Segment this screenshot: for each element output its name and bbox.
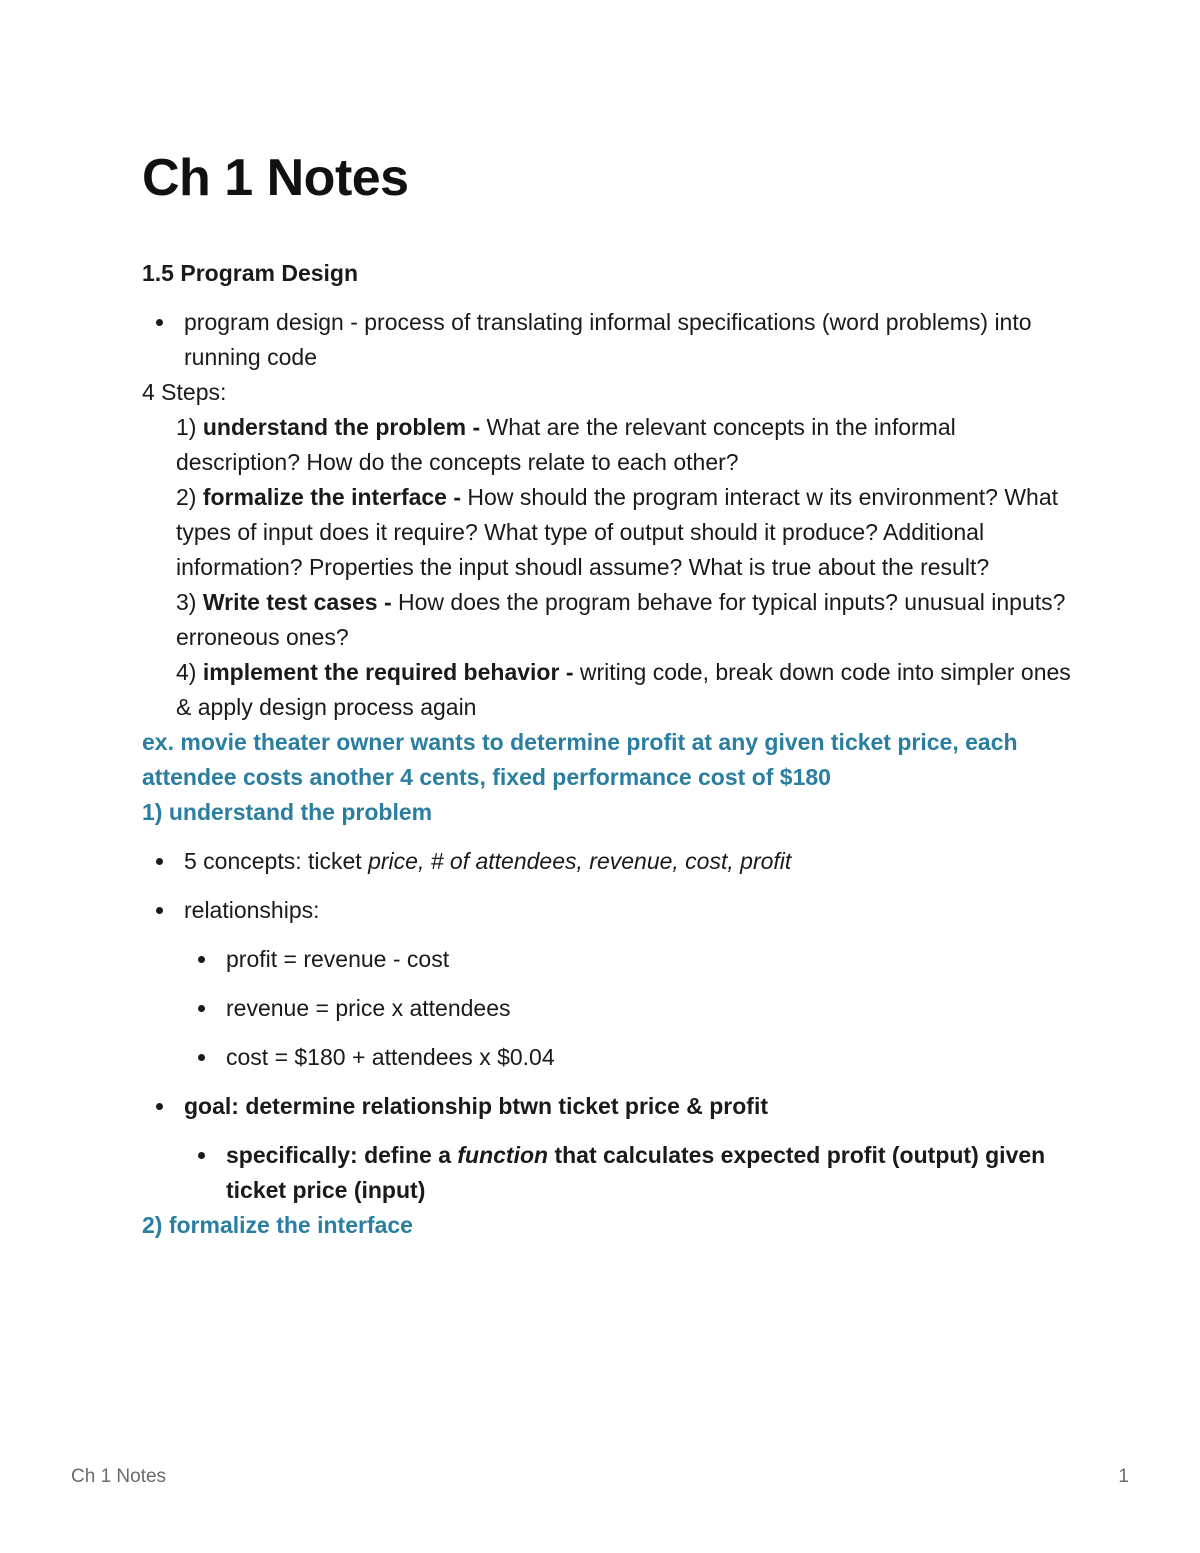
step-4 (142, 655, 1072, 725)
document-body (142, 256, 1072, 1243)
example-text: ex. movie theater owner wants to determine profit at any given ticket price, each attendee costs another 4 cents, fixed performance cost of $180 (142, 729, 1018, 790)
bullet-icon (156, 858, 163, 865)
list-item (142, 305, 1072, 375)
example-step2-heading: 2) formalize the interface (142, 1212, 413, 1238)
list-item (142, 844, 1072, 879)
specifically-prefix: specifically: define a (226, 1142, 451, 1168)
footer-title: Ch 1 Notes (71, 1466, 167, 1487)
intro-list (142, 305, 1072, 375)
list-item (184, 1138, 1072, 1208)
concepts-list (142, 844, 1072, 928)
step-text: How should the program interact w its environment? What types of input does it require? What type of output should it produce? Additional information? Properties the input shoudl assume? What is true about the result? (176, 484, 1059, 580)
page-number: 1 (1118, 1466, 1129, 1487)
bullet-icon (198, 956, 205, 963)
step-text: writing code, break down code into simpler ones & apply design process again (176, 659, 1071, 720)
specifically-italic: function (457, 1142, 549, 1168)
bullet-icon (156, 907, 163, 914)
goal-text: goal: determine relationship btwn ticket price & profit (184, 1093, 769, 1119)
step-text: How does the program behave for typical inputs? unusual inputs? erroneous ones? (176, 589, 1066, 650)
relationships-list (184, 942, 1072, 1075)
example-step1-heading: 1) understand the problem (142, 799, 433, 825)
relationship-text: cost = $180 + attendees x $0.04 (226, 1044, 555, 1070)
list-item (184, 1040, 1072, 1075)
specifically-list (184, 1138, 1072, 1208)
steps-label: 4 Steps: (142, 379, 227, 405)
step-number: 3) (176, 589, 197, 615)
step-1 (142, 410, 1072, 480)
step-number: 1) (176, 414, 197, 440)
step-number: 4) (176, 659, 197, 685)
step-text: What are the relevant concepts in the informal description? How do the concepts relate to each other? (176, 414, 956, 475)
concepts-prefix: 5 concepts: ticket (184, 848, 362, 874)
intro-bullet-text: program design - process of translating informal specifications (word problems) into running code (184, 309, 1032, 370)
page-title: Ch 1 Notes (142, 149, 409, 207)
step-2 (142, 480, 1072, 585)
step-term: Write test cases - (202, 589, 392, 615)
bullet-icon (156, 1103, 163, 1110)
bullet-icon (198, 1054, 205, 1061)
bullet-icon (198, 1005, 205, 1012)
list-item (142, 893, 1072, 928)
relationship-text: revenue = price x attendees (226, 995, 511, 1021)
relationship-text: profit = revenue - cost (226, 946, 450, 972)
step-term: understand the problem - (202, 414, 481, 440)
step-3 (142, 585, 1072, 655)
list-item (184, 991, 1072, 1026)
bullet-icon (198, 1152, 205, 1159)
relationships-label: relationships: (184, 897, 320, 923)
section-heading: 1.5 Program Design (142, 260, 359, 286)
concepts-italic: price, # of attendees, revenue, cost, profit (368, 848, 792, 874)
list-item (142, 1089, 1072, 1124)
step-number: 2) (176, 484, 197, 510)
specifically-suffix: that calculates expected profit (output) given ticket price (input) (226, 1142, 1046, 1203)
bullet-icon (156, 319, 163, 326)
list-item (184, 942, 1072, 977)
step-term: formalize the interface - (202, 484, 462, 510)
goal-list (142, 1089, 1072, 1124)
step-term: implement the required behavior - (202, 659, 574, 685)
